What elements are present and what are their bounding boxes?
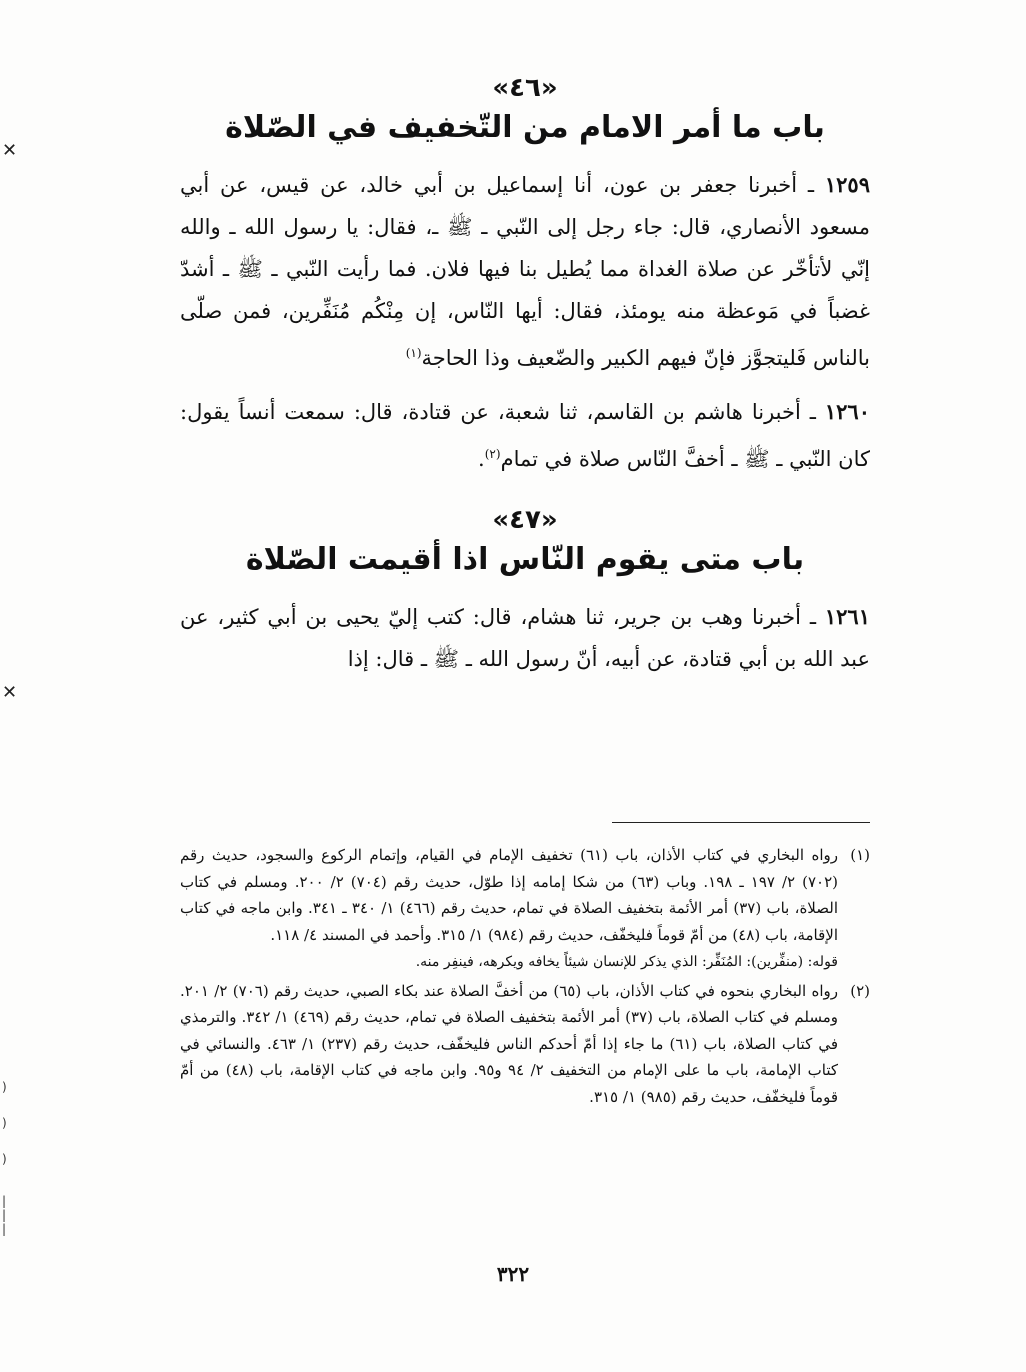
main-text: [180, 70, 870, 692]
footnote-reference: (٢): [484, 447, 501, 461]
page-number: ٣٢٢: [496, 1262, 530, 1286]
footnote-reference: (١): [405, 346, 422, 360]
hadith-number: ١٢٦١: [824, 604, 870, 629]
hadith-text: ـ أخبرنا هاشم بن القاسم، ثنا شعبة، عن قتادة، قال: سمعت أنساً يقول: كان النّبي ـ ﷺ ـ أخفَّ النّاس صلاة في تمام: [180, 400, 870, 471]
footnote-marker: (٢): [850, 981, 870, 1000]
edge-ink-marks: ) ) ) | | |: [2, 1080, 7, 1236]
footnote-text: رواه البخاري بنحوه في كتاب الأذان، باب (٦٥) من أخفَّ الصلاة عند بكاء الصبي، حديث رقم (٧٠٦) ٢/ ٢٠١. ومسلم في كتاب الصلاة، باب (٣٧) أمر الأئمة بتخفيف الصلاة في تمام، حديث رقم (٤٦٩) ١/ ٣٤٢. والترمذي في كتاب الصلاة، باب (٦١) ما جاء إذا أمّ أحدكم الناس فليخفّف، حديث رقم (٢٣٧) ١/ ٤٦٣. والنسائي في كتاب الإمامة، باب ما على الإمام من التخفيف ٢/ ٩٤ و٩٥. وابن ماجه في كتاب الإقامة، باب (٤٨) من أمّ قوماً فليخفّف، حديث رقم (٩٨٥) ١/ ٣١٥.: [180, 981, 839, 1106]
margin-mark-top: ✕: [2, 140, 18, 161]
section-title: باب متى يقوم النّاس اذا أقيمت الصّلاة: [245, 542, 805, 577]
hadith-number: ١٢٦٠: [824, 399, 870, 424]
sentence-end: .: [478, 447, 485, 471]
footnote-marker: (١): [850, 846, 870, 864]
hadith-paragraph: [180, 391, 870, 480]
hadith-number: ١٢٥٩: [824, 172, 870, 197]
margin-mark-middle: ✕: [2, 682, 18, 703]
hadith-paragraph: [180, 596, 870, 680]
hadith-text: ـ أخبرنا وهب بن جرير، ثنا هشام، قال: كتب إليّ يحيى بن أبي كثير، عن عبد الله بن أبي قتادة، عن أبيه، أنّ رسول الله ـ ﷺ ـ قال: إذا: [180, 605, 870, 671]
section-title: باب ما أمر الامام من التّخفيف في الصّلاة: [225, 110, 825, 145]
footnote: [180, 842, 870, 976]
section-number: «٤٧»: [492, 505, 558, 535]
hadith-paragraph: [180, 164, 870, 379]
footnote-gloss: قوله: (منفِّرين): المُنَفِّر: الذي يذكر للإنسان شيئاً يخافه ويكرهه، فينفِر منه.: [415, 954, 838, 970]
hadith-text: ـ أخبرنا جعفر بن عون، أنا إسماعيل بن أبي خالد، عن قيس، عن أبي مسعود الأنصاري، قال: جاء رجل إلى النّبي ـ ﷺ ـ، فقال: يا رسول الله ـ والله إنّي لأتأخّر عن صلاة الغداة مما يُطيل بنا فيها فلان. فما رأيت النّبي ـ ﷺ ـ أشدّ غضباً في مَوعظة منه يومئذ، فقال: أيها النّاس، إن مِنْكُم مُنَفِّرين، فمن صلّى بالناس فَليتجوَّز فإنّ فيهم الكبير والضّعيف وذا الحاجة: [180, 173, 870, 370]
footnote: [180, 978, 870, 1111]
footnote-separator: [612, 822, 870, 823]
section-number: «٤٦»: [492, 73, 558, 103]
footnote-text: رواه البخاري في كتاب الأذان، باب (٦١) تخفيف الإمام في القيام، وإتمام الركوع والسجود، حديث رقم (٧٠٢) ٢/ ١٩٧ ـ ١٩٨. وباب (٦٣) من شكا إمامه إذا طوّل، حديث رقم (٧٠٤) ٢/ ٢٠٠. ومسلم في كتاب الصلاة، باب (٣٧) أمر الأئمة بتخفيف الصلاة في تمام، حديث رقم (٤٦٦) ١/ ٣٤٠ ـ ٣٤١. وابن ماجه في كتاب الإقامة، باب (٤٨) من أمّ قوماً فليخفّف، حديث رقم (٩٨٤) ١/ ٣١٥. وأحمد في المسند ٤/ ١١٨.: [180, 846, 838, 944]
footnotes: [180, 842, 870, 1112]
